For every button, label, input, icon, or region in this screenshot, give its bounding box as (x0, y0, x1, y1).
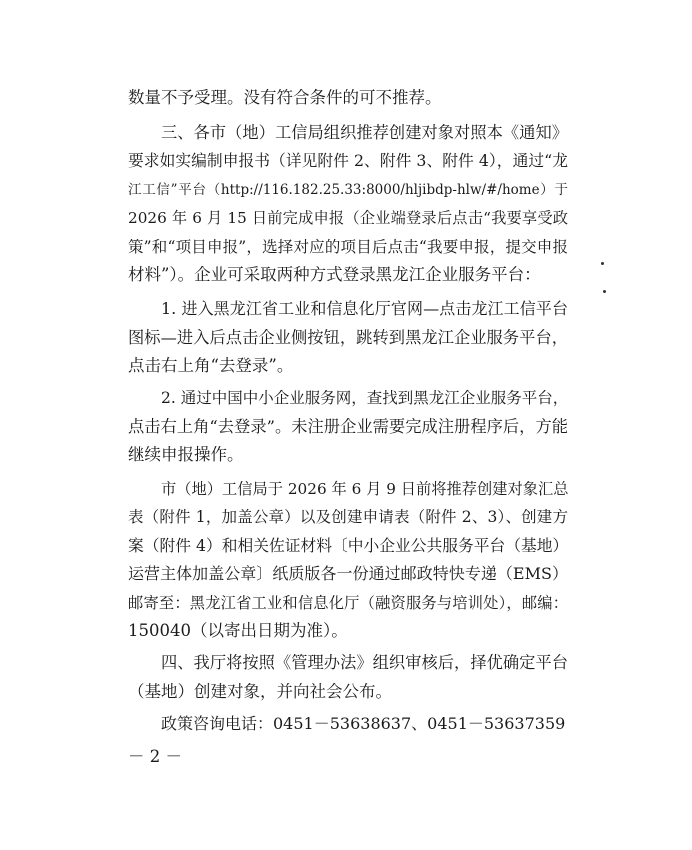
text-line: 继续申报操作。 (128, 445, 244, 464)
text-line: 1. 进入黑龙江省工业和信息化厅官网—点击龙江工信平台 (161, 299, 568, 318)
text-line: 表（附件 1，加盖公章）以及创建申请表（附件 2、3）、创建方 (128, 508, 568, 526)
text-line: 点击右上角“去登录”。 (128, 356, 294, 375)
scan-speck (603, 290, 606, 293)
text-line: 政策咨询电话：0451－53638637、0451－53637359 (161, 714, 566, 733)
text-line: 图标—进入后点击企业侧按钮，跳转到黑龙江企业服务平台， (128, 328, 568, 347)
text-line: 数量不予受理。没有符合条件的可不推荐。 (128, 88, 442, 107)
text-line: 市（地）工信局于 2026 年 6 月 9 日前将推荐创建对象汇总 (161, 480, 569, 498)
text-line: 江工信”平台（http://116.182.25.33:8000/hljibdp-hlw/#/home）于 (128, 182, 568, 198)
text-line: 材料”）。企业可采取两种方式登录黑龙江企业服务平台： (128, 265, 541, 284)
text-line: 三、各市（地）工信局组织推荐创建对象对照本《通知》 (161, 123, 568, 142)
text-line: （基地）创建对象，并向社会公布。 (128, 682, 392, 701)
scan-speck (601, 262, 604, 265)
text-line: 150040（以寄出日期为准）。 (128, 621, 348, 640)
page-number: － 2 － (128, 747, 182, 766)
text-line: 策”和“项目申报”，选择对应的项目后点击“我要申报，提交申报 (128, 238, 568, 256)
text-line: 点击右上角“去登录”。未注册企业需要完成注册程序后，方能 (128, 417, 568, 436)
text-line: 邮寄至：黑龙江省工业和信息化厅（融资服务与培训处），邮编： (128, 594, 568, 612)
text-line: 四、我厅将按照《管理办法》组织审核后，择优确定平台 (161, 653, 568, 672)
text-line: 要求如实编制申报书（详见附件 2、附件 3、附件 4），通过“龙 (128, 151, 568, 170)
text-line: 运营主体加盖公章〕纸质版各一份通过邮政特快专递（EMS） (128, 564, 568, 583)
text-line: 2. 通过中国中小企业服务网，查找到黑龙江企业服务平台， (161, 389, 569, 407)
text-line: 案（附件 4）和相关佐证材料〔中小企业公共服务平台（基地） (128, 536, 569, 555)
text-line: 2026 年 6 月 15 日前完成申报（企业端登录后点击“我要享受政 (128, 209, 568, 227)
